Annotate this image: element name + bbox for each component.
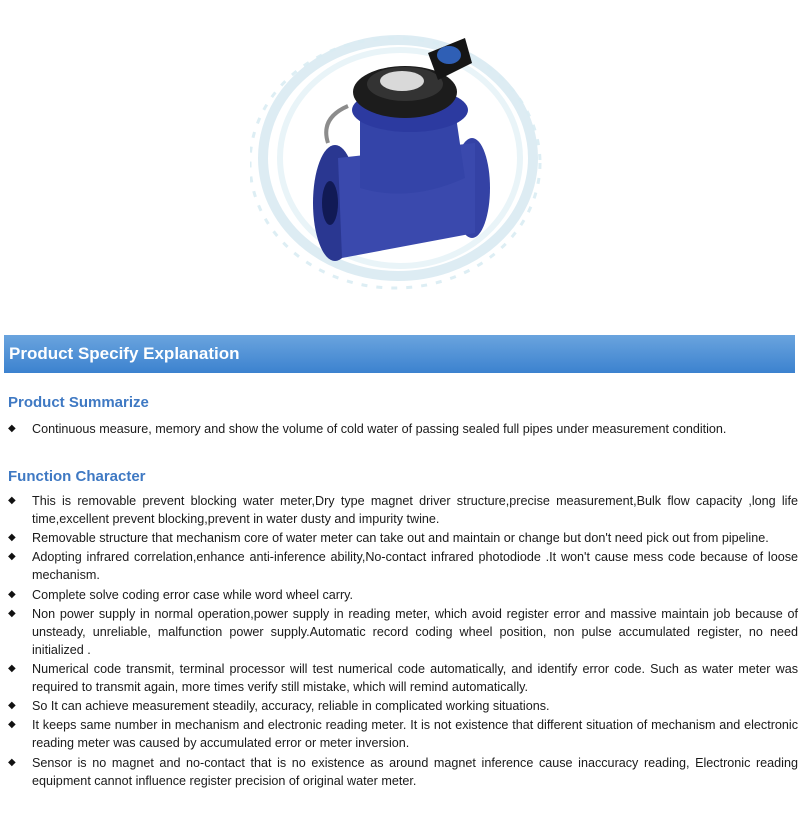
diamond-bullet-icon: ◆	[8, 423, 16, 434]
diamond-bullet-icon: ◆	[8, 588, 16, 600]
diamond-bullet-icon: ◆	[8, 719, 16, 731]
water-meter-image	[250, 18, 550, 298]
list-item: ◆ Numerical code transmit, terminal processor will test numerical code automatically, and identify error code. Such as water meter was required to transmit again, more times verify still mistake, which will remind automatically.	[8, 661, 798, 694]
list-item: ◆ It keeps same number in mechanism and electronic reading meter. It is not existence that different situation of mechanism and electronic reading meter was caused by accumulated error or meter inversion.	[8, 718, 798, 751]
diamond-bullet-icon: ◆	[8, 495, 16, 506]
list-item: ◆ This is removable prevent blocking water meter,Dry type magnet driver structure,precise measurement,Bulk flow capacity ,long life time,excellent prevent blocking,prevent in water dusty and impurity twine.	[8, 494, 798, 526]
diamond-bullet-icon: ◆	[8, 532, 16, 544]
product-hero	[0, 0, 801, 300]
diamond-bullet-icon: ◆	[8, 607, 16, 619]
function-list	[8, 492, 798, 791]
list-item: ◆ Adopting infrared correlation,enhance anti-inference ability,No-contact infrared photodiode .It won't cause mess code because of loose mechanism.	[8, 550, 798, 583]
function-character-heading: Function Character	[8, 468, 146, 485]
list-item: ◆ Continuous measure, memory and show the volume of cold water of passing sealed full pipes under measurement condition.	[8, 422, 727, 436]
diamond-bullet-icon: ◆	[8, 700, 16, 712]
list-item: ◆ Complete solve coding error case while word wheel carry.	[8, 587, 354, 602]
diamond-bullet-icon: ◆	[8, 756, 16, 768]
list-item: ◆ Non power supply in normal operation,power supply in reading meter, which avoid register error and massive maintain job because of unsteady, unreliable, malfunction power supply.Automatic record coding wheel position, non pulse accumulated register, no need initialized .	[8, 606, 798, 657]
list-item: ◆ So It can achieve measurement steadily, accuracy, reliable in complicated working situations.	[8, 699, 550, 714]
list-item: ◆ Removable structure that mechanism core of water meter can take out and maintain or change but don't need pick out from pipeline.	[8, 531, 769, 546]
summarize-list	[8, 420, 798, 439]
product-summarize-heading: Product Summarize	[8, 394, 149, 411]
list-item: ◆ Sensor is no magnet and no-contact that is no existence as around magnet inference cause inaccuracy reading, Electronic reading equipment cannot influence register precision of original water meter.	[8, 755, 798, 788]
section-banner: Product Specify Explanation	[4, 335, 795, 373]
diamond-bullet-icon: ◆	[8, 551, 16, 563]
diamond-bullet-icon: ◆	[8, 662, 16, 674]
